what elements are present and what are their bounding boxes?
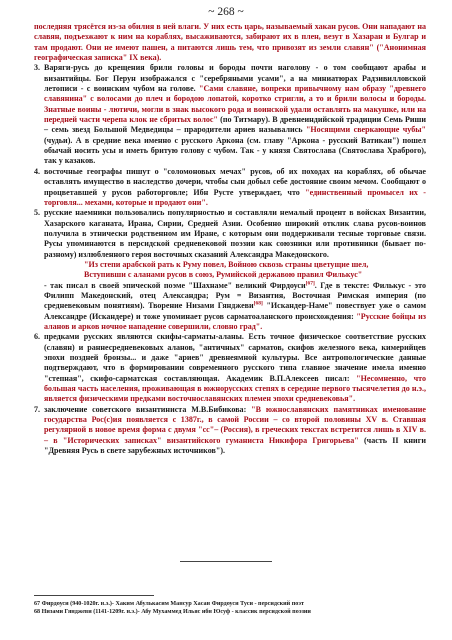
body-text: (чудьи). А в средние века именно с русского Аркона (см. главу "Аркона - русский Ватикан") пошел обычай носить усы и иметь бритую голову с чубом. Так - у князя Святослава (Святослава Храброго), так у казаков. (44, 135, 426, 166)
list-item-number: 7. (34, 404, 41, 414)
body-text: предками русских являются скифы-сарматы-аланы. Есть точное физическое соответствие русских (славян) и раннесредневековых аланов, "античных" сарматов, скифов железного века, кимерийцев эпохи поздней бронзы... и даже "ариев" древнеямной культуры. Все антропологические данные подтверждают, что в формировании современного русского типа главное значение имела именно "степная", скифо-сарматская составляющая. Академик В.П.Алексеев писал: (44, 332, 426, 383)
list-item (34, 63, 426, 166)
list-item (34, 332, 426, 404)
list-item-text (44, 332, 426, 404)
quote-text: [68] (253, 300, 263, 307)
body-text: русские наемники пользовались популярностью и составляли немалый процент в войсках Византии, Хазарского каганата, Ирана, Сирии, Средней Азии. Особенно широкий отклик слава русов-воинов получила в этнически родственном им Иране, с которым они поддерживали тесные торговые связи. Русы упоминаются в персидской средневековой поэзии как союзники или противники (бывает по-разному) излюбленного героя восточных сказаний Александра Македонского. (44, 208, 426, 259)
footnote-divider (34, 595, 154, 596)
page-body (34, 22, 426, 456)
quote-text: "В южнославянских памятниках именование государства Рос(с)ия появляется с 1387г., в самой России – со второй половины XV в. Ставшая регулярной в новое время форма с двумя "сс"– (Россия), в греческих текстах встретится лишь в XIV в. – в "Исторических записках" византийского гуманиста Никифора Григорьева" (44, 404, 427, 445)
body-text: - так писал в своей эпической поэме "Шахнаме" великий Фирдоуси (44, 280, 306, 290)
quote-text: "Русские бойцы из аланов и арков ночное нападение совершили, словно град". (44, 311, 426, 331)
list-item-text (44, 405, 426, 457)
quote-text: "Носящими сверкающие чубы" (305, 125, 426, 135)
quote-text: "Несомненно, что большая часть населения, проживающая в южнорусских степях в середине первого тысячелетия до н.э., является физическими предками восточнославянских племен эпохи средневековья". (44, 373, 426, 404)
list-item-number: 6. (34, 332, 41, 342)
body-text: "Искандер-Наме" повествует уже о самом Александре (Искандере) и тоже упоминает русов сарматоаланского происхождения: (44, 301, 426, 321)
footnotes (34, 600, 434, 617)
list-item-number: 5. (34, 208, 41, 218)
quote-text: "единственный промысел их - торговля... мехами, которые и продают они". (44, 187, 426, 207)
intro-quote: последняя трясётся из-за обилия в ней влаги. У них есть царь, называемый хакан русов. Они нападают на славян, подъезжают к ним на кораблях, высаживаются, забирают их в плен, везут в Хазаран и Булгар и там продают. Они не имеют пашен, а питаются лишь тем, что привозят из земли славян" ("Анонимная географическая записка" IX века). (34, 22, 426, 63)
body-text: (часть II книги "Древняя Русь в свете зарубежных источников"). (44, 435, 426, 456)
footnote-67: 67 Фирдоуси (940-1020г. н.э.)- Хаким Абулькасим Мансур Хасан Фирдоуси Туси - персидский поэт (34, 601, 304, 607)
list-item (34, 405, 426, 457)
body-text: (по Титмару). В древнеиндийской традиции Семь Риши – семь звезд Большой Медведицы – прародители ариев назывались (44, 115, 426, 135)
page-number: ~ 268 ~ (208, 6, 244, 18)
quote-text: "Сами славяне, вопреки привычному нам образу "древнего славянина" с волосами до плеч и бородою лопатой, коротко стригли, а то и брили волосы и бороды. Знатные воины - лютичи, могли в знак высокого рода и воинской удали оставлять на макушке, или на передней части черепа клок не сбритых волос" (44, 84, 426, 125)
list-item (34, 167, 426, 208)
body-text: восточные географы пишут о "соломоновых мечах" русов, об их походах на кораблях, об обычае оставлять имущество в наследство дочери, чтобы сын добыл себе достояние своим мечом. Сообщают о процветавшей у русов работорговле; Ибн Русте утверждает, что (44, 166, 426, 197)
poem-line: Вступивши с аланами русов в союз, Румийской державою правил Филькус" (84, 270, 363, 280)
numbered-list (34, 63, 426, 456)
body-text: Варяги-русь до крещения брили головы и бороды почти наголову - о том сообщают арабы и византийцы. Бог Перун изображался с "серебряными усами", а на миниатюрах Радзивилловской летописи - с воинским чубом на голове. (44, 63, 426, 94)
body-text: . Где в тексте: Филькус - это Филипп Македонский, отец Александра; Рум = Византия, Восточная Римская империя (по средневековым понятиям). Творение Низами Гянджеви (44, 280, 426, 311)
list-item-text (44, 167, 426, 208)
footnote-68: 68 Низами Гянджеви (1141-1209г. н.э.)- Абу Мухаммед Ильяс ибн Юсуф - классик персидской поэзии (34, 609, 311, 616)
section-divider (180, 561, 272, 562)
list-item (34, 208, 426, 332)
list-item-number: 4. (34, 166, 41, 176)
list-item-continuation (44, 281, 426, 333)
body-text: заключение советского византиниста М.В.Бибикова: (44, 404, 252, 414)
list-item-text (44, 63, 426, 166)
poem-line: "Из степи арабской рать к Руму повел, Войною сквозь страны цветущие шел, (84, 259, 369, 269)
quote-text: [67] (305, 279, 315, 286)
list-item-number: 3. (34, 63, 41, 73)
list-item-text (44, 208, 426, 260)
